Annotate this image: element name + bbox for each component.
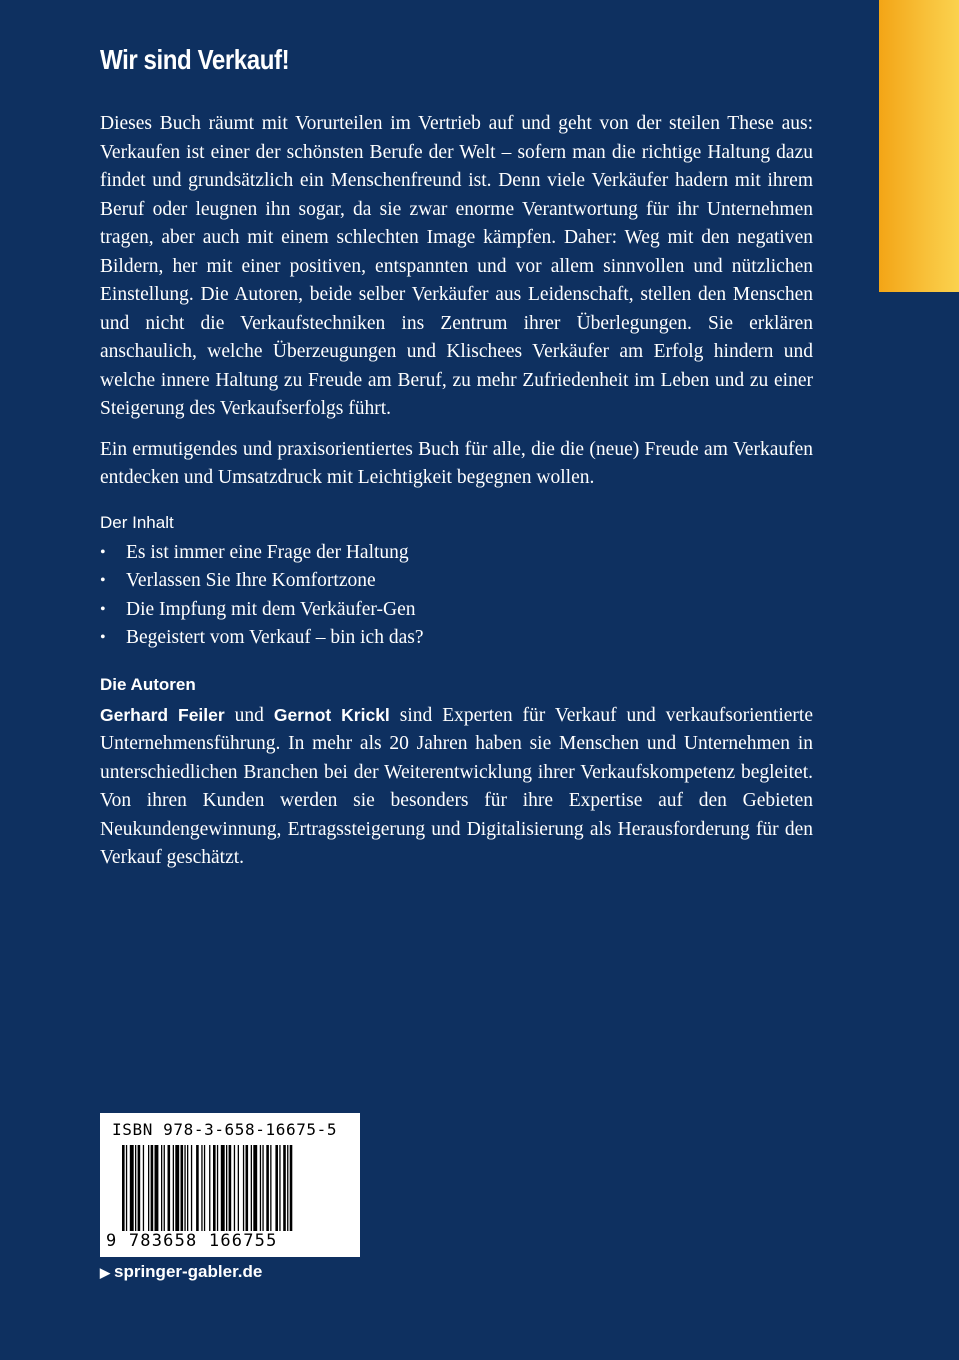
authors-heading: Die Autoren (100, 674, 196, 694)
list-item (100, 596, 813, 625)
list-item-text: Verlassen Sie Ihre Komfortzone (126, 570, 376, 591)
author-bio-text: sind Experten für Verkauf und verkaufsorientierte Unternehmensführung. In mehr als 20 Jahren haben sie Menschen und Unternehmen in unterschiedlichen Branchen bei der Weiterentwicklung ihrer Verkaufskompetenz begleitet. Von ihren Kunden werden sie besonders für ihre Expertise auf den Gebieten Neukundengewinnung, Ertragssteigerung und Digitalisierung als Herausforderung für den Verkauf geschätzt. (100, 704, 813, 868)
isbn-number: ISBN 978-3-658-16675-5 (112, 1120, 338, 1139)
bullet-icon: • (100, 600, 106, 618)
contents-heading: Der Inhalt (100, 512, 174, 532)
accent-color-bar (879, 0, 959, 292)
publisher-link[interactable] (100, 1262, 262, 1282)
list-item (100, 567, 813, 596)
bullet-icon: • (100, 572, 106, 589)
barcode-digits: 9 783658 166755 (106, 1231, 354, 1251)
list-item (100, 624, 813, 653)
back-cover-text (100, 110, 813, 885)
summary-paragraph: Ein ermutigendes und praxisorientiertes Buch für alle, die die (neue) Freude am Verkaufen entdecken und Umsatzdruck mit Leichtigkeit begegnen wollen. (100, 438, 813, 488)
book-title: Wir sind Verkauf! (100, 44, 290, 75)
list-item (100, 539, 813, 568)
list-item-text: Es ist immer eine Frage der Haltung (126, 541, 409, 563)
play-arrow-icon: ▶ (100, 1265, 110, 1280)
bullet-icon: • (100, 629, 106, 646)
bullet-icon: • (100, 543, 106, 561)
contents-list (100, 539, 813, 653)
publisher-url: springer-gabler.de (114, 1262, 263, 1281)
description-paragraph: Dieses Buch räumt mit Vorurteilen im Vertrieb auf und geht von der steilen These aus: Verkaufen ist einer der schönsten Berufe der Welt – sofern man die richtige Haltung dazu findet und grundsätzlich ein Menschenfreund ist. Denn viele Verkäufer hadern mit ihrem Beruf oder leugnen ihn sogar, da sie zwar enorme Verantwortung für ihr Unternehmen tragen, aber auch mit einem schlechten Image kämpfen. Daher: Weg mit den negativen Bildern, her mit einer positiven, entspannten und vor allem sinnvollen und nützlichen Einstellung. Die Autoren, beide selber Verkäufer aus Leidenschaft, stellen den Menschen und nicht die Verkaufstechniken ins Zentrum ihrer Überlegungen. Sie erklären anschaulich, welche Überzeugungen und Klischees Verkäufer am Erfolg hindern und welche innere Haltung zu Freude am Beruf, zu mehr Zufriedenheit im Leben und zu einer Steigerung des Verkaufserfolgs führt. (100, 113, 813, 419)
authors-bio (100, 701, 813, 873)
list-item-text: Begeistert vom Verkauf – bin ich das? (126, 627, 424, 648)
author-name-1: Gerhard Feiler (100, 704, 225, 725)
list-item-text: Die Impfung mit dem Verkäufer-Gen (126, 598, 416, 620)
author-connector: und (224, 704, 274, 726)
author-name-2: Gernot Krickl (273, 704, 390, 725)
barcode-bars-icon (122, 1145, 338, 1245)
isbn-barcode (100, 1113, 360, 1257)
